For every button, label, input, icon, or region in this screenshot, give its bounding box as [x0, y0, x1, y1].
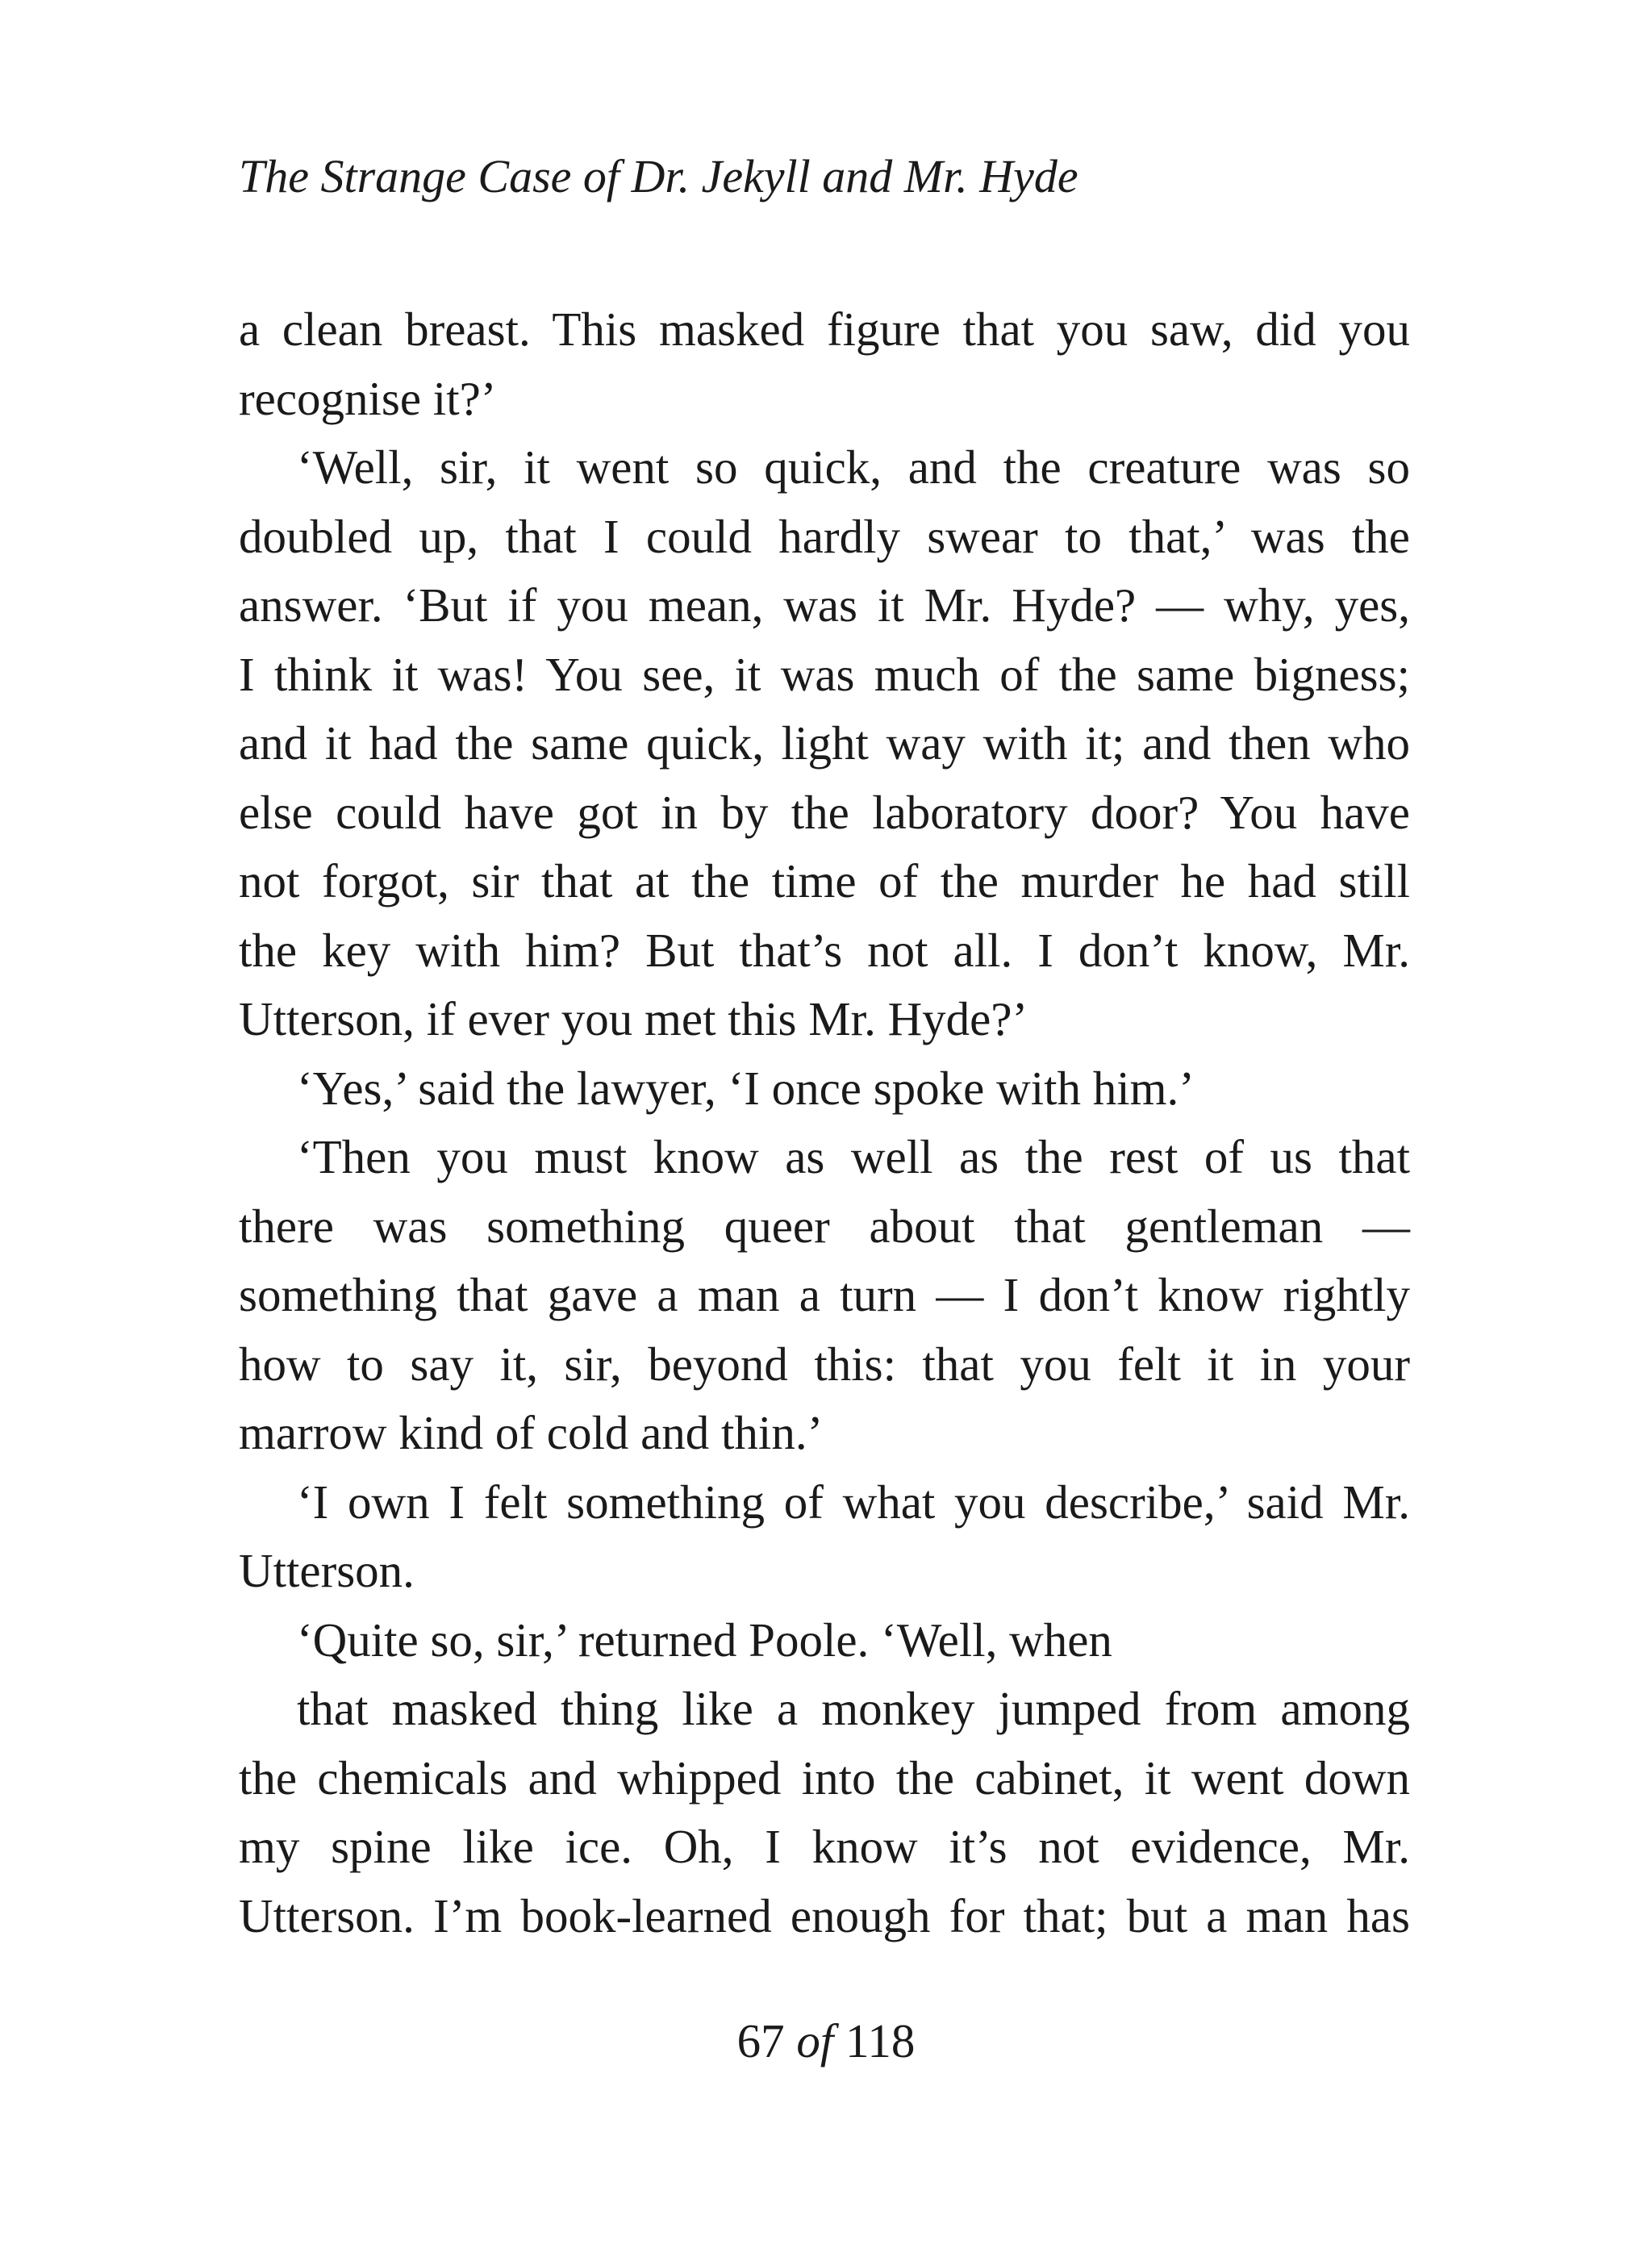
text-line: not forgot, sir that at the time of the murder he had still: [239, 854, 1410, 907]
text-line: Utterson. I’m book-learned enough for that; but a man has: [239, 1888, 1410, 1942]
page-number: [0, 2013, 1652, 2069]
text-line: Utterson.: [239, 1544, 415, 1597]
running-title: The Strange Case of Dr. Jekyll and Mr. Hyde: [239, 150, 1078, 202]
text-line: the chemicals and whipped into the cabinet, it went down: [239, 1750, 1410, 1804]
text-line: a clean breast. This masked figure that you saw, did you: [239, 302, 1410, 356]
page-of-word: of: [796, 2014, 834, 2067]
text-line: the key with him? But that’s not all. I don’t know, Mr.: [239, 923, 1410, 977]
total-pages: 118: [845, 2014, 916, 2067]
text-line: how to say it, sir, beyond this: that you felt it in your: [239, 1337, 1410, 1391]
text-line: there was something queer about that gentleman —: [239, 1199, 1410, 1253]
text-line: something that gave a man a turn — I don’t know rightly: [239, 1268, 1410, 1321]
text-line: answer. ‘But if you mean, was it Mr. Hyde? — why, yes,: [239, 578, 1410, 632]
text-line: marrow kind of cold and thin.’: [239, 1406, 824, 1459]
text-line: ‘Quite so, sir,’ returned Poole. ‘Well, when: [297, 1613, 1112, 1667]
text-line: ‘Yes,’ said the lawyer, ‘I once spoke with him.’: [297, 1061, 1195, 1115]
text-line: ‘Well, sir, it went so quick, and the creature was so: [297, 440, 1410, 494]
text-line: and it had the same quick, light way with it; and then who: [239, 716, 1410, 770]
text-line: I think it was! You see, it was much of the same bigness;: [239, 647, 1410, 701]
text-line: ‘I own I felt something of what you describe,’ said Mr.: [297, 1475, 1410, 1529]
current-page: 67: [736, 2014, 785, 2067]
text-line: recognise it?’: [239, 371, 497, 425]
text-line: Utterson, if ever you met this Mr. Hyde?’: [239, 992, 1028, 1045]
page-body: [239, 295, 1410, 1951]
text-line: doubled up, that I could hardly swear to that,’ was the: [239, 509, 1410, 563]
text-line: ‘Then you must know as well as the rest of us that: [297, 1130, 1410, 1183]
text-line: else could have got in by the laboratory door? You have: [239, 785, 1410, 839]
text-line: that masked thing like a monkey jumped from among: [297, 1682, 1410, 1735]
text-line: my spine like ice. Oh, I know it’s not evidence, Mr.: [239, 1820, 1410, 1873]
